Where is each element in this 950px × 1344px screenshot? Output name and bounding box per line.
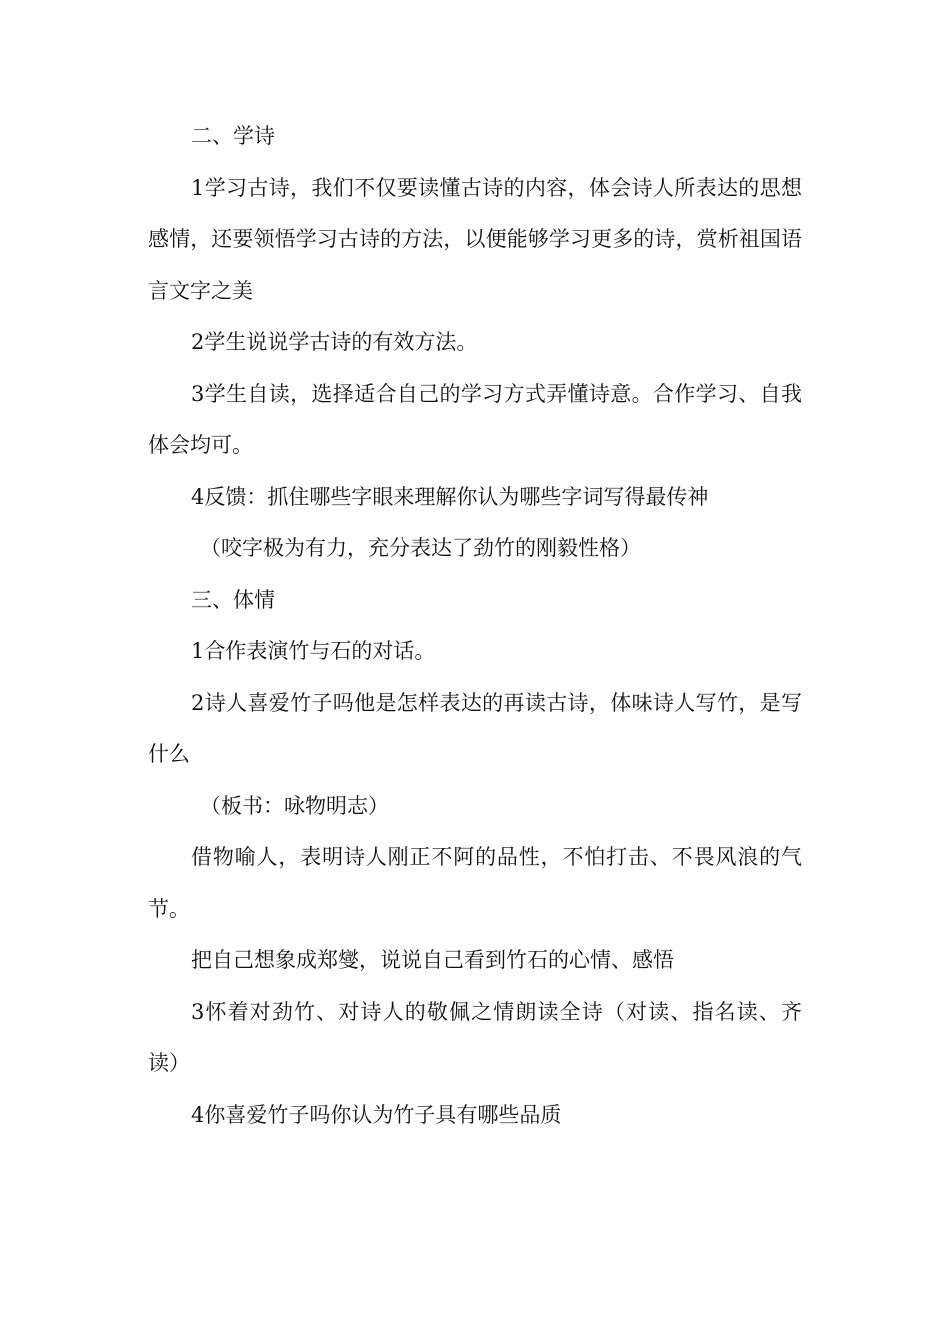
paragraph-methods: 2学生说说学古诗的有效方法。 <box>191 330 478 354</box>
paragraph-feedback: 4反馈：抓住哪些字眼来理解你认为哪些字词写得最传神 <box>191 484 709 509</box>
paragraph-feedback-note: （咬字极为有力，充分表达了劲竹的刚毅性格） <box>200 536 641 560</box>
paragraph-metaphor: 借物喻人，表明诗人刚正不阿的品性，不怕打击、不畏风浪的气节。 <box>148 845 802 921</box>
paragraph-dialogue: 1合作表演竹与石的对话。 <box>191 639 436 663</box>
paragraph-poet-love: 2诗人喜爱竹子吗他是怎样表达的再读古诗，体味诗人写竹，是写什么 <box>148 690 802 766</box>
paragraph-self-reading: 3学生自读，选择适合自己的学习方式弄懂诗意。合作学习、自我体会均可。 <box>148 381 802 457</box>
paragraph-learn-poem-intro: 1学习古诗，我们不仅要读懂古诗的内容，体会诗人所表达的思想感情，还要领悟学习古诗的方法，以便能够学习更多的诗，赏析祖国语言文字之美 <box>148 175 802 303</box>
paragraph-board-note: （板书：咏物明志） <box>200 793 389 818</box>
paragraph-recite: 3怀着对劲竹、对诗人的敬佩之情朗读全诗（对读、指名读、齐读） <box>148 999 802 1075</box>
paragraph-bamboo-qualities: 4你喜爱竹子吗你认为竹子具有哪些品质 <box>191 1102 562 1127</box>
section-heading-experience: 三、体情 <box>191 587 275 612</box>
paragraph-imagine: 把自己想象成郑燮，说说自己看到竹石的心情、感悟 <box>191 948 674 972</box>
document-body <box>148 111 802 1141</box>
section-heading-learn-poem: 二、学诗 <box>191 124 275 148</box>
